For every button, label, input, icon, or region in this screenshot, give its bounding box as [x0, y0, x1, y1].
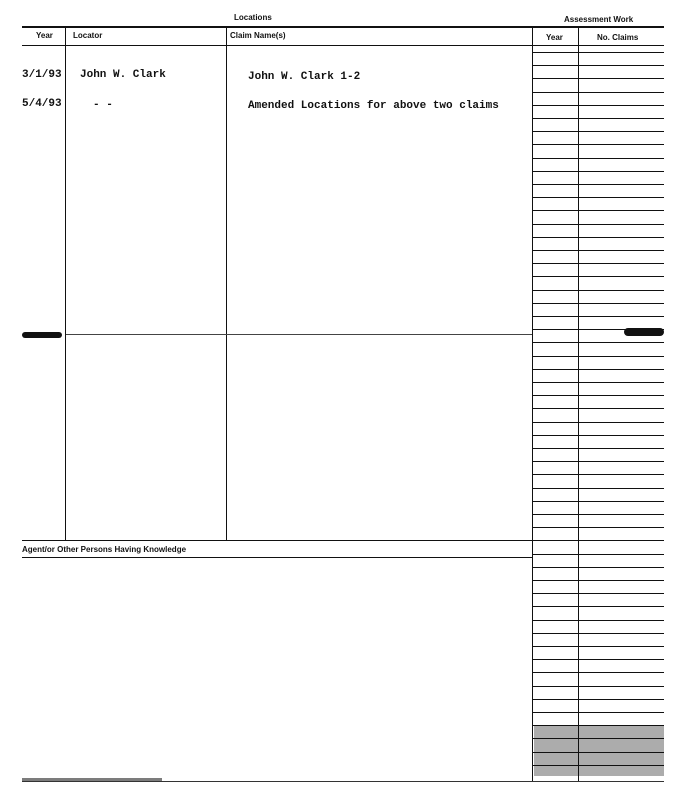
- agent-section-label: Agent/or Other Persons Having Knowledge: [22, 545, 187, 554]
- divider-year-locator: [65, 26, 66, 540]
- ledger-row-line: [532, 461, 664, 462]
- ledger-row-line: [532, 527, 664, 528]
- ledger-row-line: [532, 184, 664, 185]
- ledger-row-line: [532, 712, 664, 713]
- ledger-row-line: [532, 620, 664, 621]
- agent-label-rule: [22, 557, 532, 558]
- ledger-row-line: [532, 514, 664, 515]
- ledger-row-line: [532, 171, 664, 172]
- ledger-row-line: [532, 382, 664, 383]
- ledger-row-line: [532, 78, 664, 79]
- ledger-row-line: [532, 210, 664, 211]
- bottom-scan-noise-right: [534, 726, 664, 776]
- ledger-row-line: [532, 540, 664, 541]
- ledger-row-line: [532, 303, 664, 304]
- ledger-row-line: [532, 105, 664, 106]
- divider-claim-assess: [532, 26, 533, 781]
- entry-1-locator: John W. Clark: [80, 69, 166, 81]
- ledger-row-line: [532, 488, 664, 489]
- entry-2-locator: - -: [93, 99, 113, 111]
- header-bottom-rule: [22, 45, 664, 46]
- entry-1-year: 3/1/93: [22, 69, 62, 81]
- ledger-row-line: [532, 290, 664, 291]
- ledger-row-line: [532, 448, 664, 449]
- hole-punch-left: [22, 332, 62, 338]
- entry-1-claim: John W. Clark 1-2: [248, 71, 361, 83]
- ledger-row-line: [532, 316, 664, 317]
- ledger-row-line: [532, 144, 664, 145]
- col-locator-header: Locator: [73, 31, 103, 40]
- ledger-row-line: [532, 593, 664, 594]
- ledger-row-line: [532, 580, 664, 581]
- ledger-row-line: [532, 395, 664, 396]
- ledger-row-line: [532, 92, 664, 93]
- ledger-row-line: [532, 237, 664, 238]
- ledger-row-line: [532, 369, 664, 370]
- ledger-row-line: [532, 501, 664, 502]
- col-year-header: Year: [36, 31, 53, 40]
- col-claim-names-header: Claim Name(s): [230, 31, 286, 40]
- col-assess-year-header: Year: [546, 33, 563, 42]
- ledger-row-line: [532, 356, 664, 357]
- ledger-row-line: [532, 197, 664, 198]
- entry-2-claim: Amended Locations for above two claims: [248, 100, 499, 112]
- ledger-row-line: [532, 554, 664, 555]
- entry-2-year: 5/4/93: [22, 98, 62, 110]
- ledger-row-line: [532, 250, 664, 251]
- ledger-row-line: [532, 131, 664, 132]
- middle-rule-left: [66, 334, 532, 335]
- ledger-row-line: [532, 606, 664, 607]
- ledger-row-line: [532, 65, 664, 66]
- ledger-row-line: [532, 567, 664, 568]
- ledger-row-line: [532, 224, 664, 225]
- ledger-row-line: [532, 474, 664, 475]
- ledger-row-line: [532, 329, 664, 330]
- ledger-row-line: [532, 408, 664, 409]
- ledger-row-line: [532, 686, 664, 687]
- ledger-row-line: [532, 158, 664, 159]
- ledger-row-line: [532, 342, 664, 343]
- ledger-row-line: [532, 633, 664, 634]
- ledger-row-line: [532, 52, 664, 53]
- ledger-row-line: [532, 118, 664, 119]
- ledger-row-line: [532, 263, 664, 264]
- assessment-work-title: Assessment Work: [564, 15, 634, 24]
- ledger-row-line: [532, 422, 664, 423]
- ledger-row-line: [532, 659, 664, 660]
- ledger-row-line: [532, 276, 664, 277]
- ledger-row-line: [532, 435, 664, 436]
- locations-title: Locations: [234, 13, 272, 22]
- ledger-row-line: [532, 672, 664, 673]
- bottom-rule: [22, 781, 664, 782]
- ledger-row-line: [532, 699, 664, 700]
- divider-locator-claim: [226, 26, 227, 540]
- ledger-row-line: [532, 646, 664, 647]
- col-no-claims-header: No. Claims: [597, 33, 639, 42]
- header-top-rule: [22, 26, 664, 28]
- divider-assess-year-noclaims: [578, 26, 579, 781]
